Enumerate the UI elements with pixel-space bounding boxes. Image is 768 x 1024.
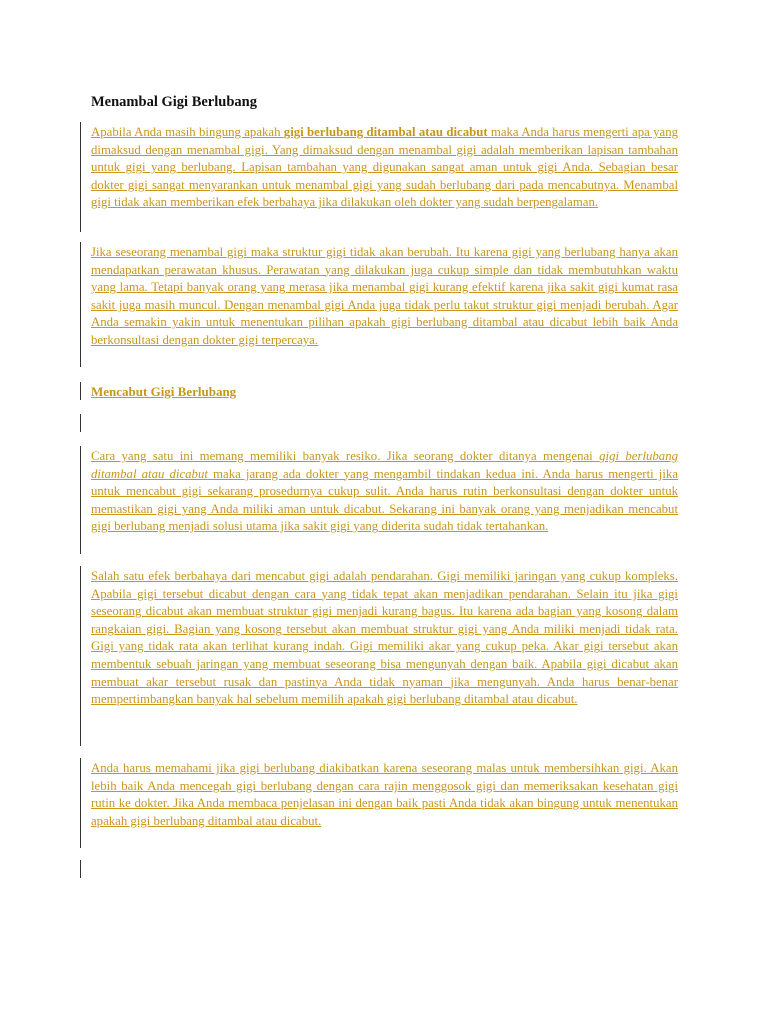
change-bar — [80, 860, 81, 878]
paragraph-pendarahan: Salah satu efek berbahaya dari mencabut gigi adalah pendarahan. Gigi memiliki jaringan yang cukup kompleks. Apabila gigi tersebut dicabut dengan cara yang tidak tepat akan menjadikan pendarahan. Selain itu jika gigi seseorang dicabut akan membuat struktur gigi menjadi kurang bagus. Itu karena ada bagian yang kosong dalam rangkaian gigi. Bagian yang kosong tersebut akan membuat struktur gigi yang Anda miliki menjadi tidak rata. Gigi yang tidak rata akan terlihat kurang indah. Gigi memiliki akar yang cukup peka. Akar gigi tersebut akan membentuk sebuah jaringan yang membuat seseorang bisa mengunyah dengan baik. Apabila gigi dicabut akan membuat akar tersebut rusak dan pastinya Anda tidak nyaman jika mengunyah. Anda harus benar-benar mempertimbangkan banyak hal sebelum memilih apakah gigi berlubang ditambal atau dicabut. — [91, 569, 678, 707]
paragraph-pencegahan: Anda harus memahami jika gigi berlubang diakibatkan karena seseorang malas untuk membersihkan gigi. Akan lebih baik Anda mencegah gigi berlubang dengan cara rajin menggosok gigi dan memeriksakan kesehatan gigi rutin ke dokter. Jika Anda membaca penjelasan ini dengan baik pasti Anda tidak akan bingung untuk menentukan apakah gigi berlubang ditambal atau dicabut. — [91, 761, 678, 828]
change-bar — [80, 122, 81, 232]
change-bar — [80, 242, 81, 367]
bold-keyword: gigi berlubang ditambal atau dicabut — [283, 125, 488, 139]
paragraph-menambal: Jika seseorang menambal gigi maka struktur gigi tidak akan berubah. Itu karena gigi yang berlubang hanya akan mendapatkan perawatan khusus. Perawatan yang dilakukan juga cukup simple dan tidak membutuhkan waktu yang lama. Tetapi banyak orang yang merasa jika menambal gigi kurang efektif karena jika sakit gigi kumat rasa sakit juga masih muncul. Dengan menambal gigi Anda juga tidak perlu takut struktur gigi menjadi berubah. Agar Anda semakin yakin untuk menentukan pilihan apakah gigi berlubang ditambal atau dicabut lebih baik Anda berkonsultasi dengan dokter gigi terpercaya. — [91, 245, 678, 347]
paragraph-text: Cara yang satu ini memang memiliki banyak resiko. Jika seorang dokter ditanya mengenai — [91, 449, 600, 463]
change-bar — [80, 446, 81, 554]
paragraph-intro — [91, 124, 678, 212]
change-bar — [80, 382, 81, 400]
document-title: Menambal Gigi Berlubang — [91, 94, 257, 110]
change-bar — [80, 758, 81, 848]
paragraph-text: Apabila Anda masih bingung apakah — [91, 125, 284, 139]
change-bar — [80, 414, 81, 432]
paragraph-text: maka Anda harus mengerti apa yang dimaksud dengan menambal gigi. Yang dimaksud dengan menambal gigi adalah memberikan lapisan tambahan untuk gigi yang berlubang. Lapisan tambahan yang digunakan sangat aman untuk gigi Anda. Sebagian besar dokter gigi sangat menyarankan untuk menambal gigi yang sudah berlubang dari pada mencabutnya. Menambal gigi tidak akan memberikan efek berbahaya jika dilakukan oleh dokter yang sudah berpengalaman. — [91, 125, 678, 210]
paragraph-text: maka jarang ada dokter yang mengambil tindakan kedua ini. Anda harus mengerti jika untuk mencabut gigi sekarang prosedurnya cukup sulit. Anda harus rutin berkonsultasi dengan dokter untuk memastikan gigi yang Anda miliki aman untuk dicabut. Sekarang ini banyak orang yang menjadikan mencabut gigi berlubang menjadi solusi utama jika sakit gigi yang diderita sudah tidak tertahankan. — [91, 466, 678, 534]
change-bar — [80, 566, 81, 746]
section-heading-mencabut: Mencabut Gigi Berlubang — [91, 384, 237, 399]
paragraph-mencabut-risk — [91, 448, 678, 536]
italic-keyword: gigi berlubang ditambal atau dicabut — [91, 449, 678, 481]
